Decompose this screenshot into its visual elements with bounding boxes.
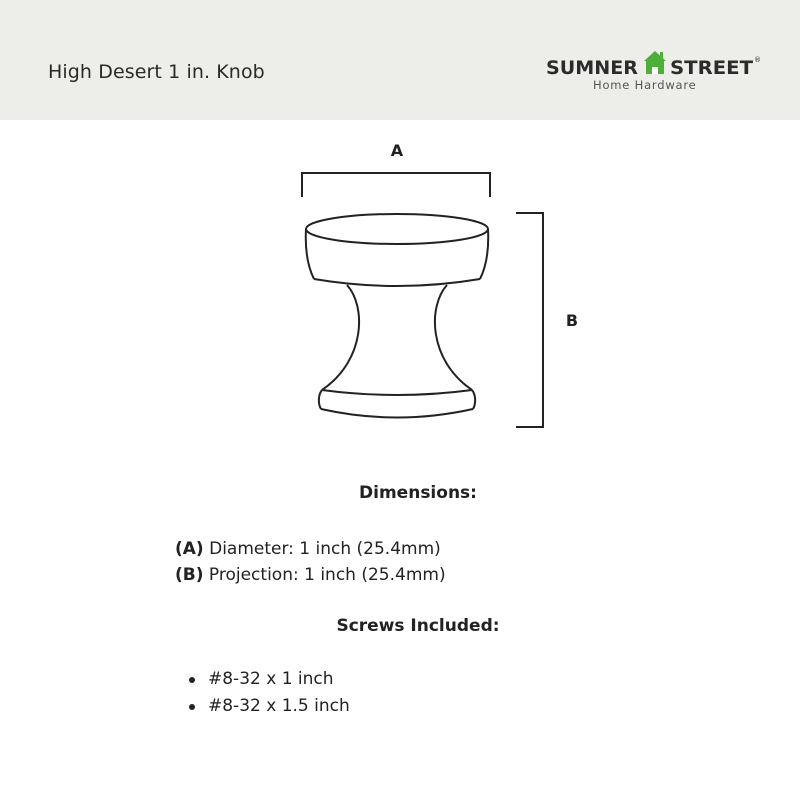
brand-name-left: SUMNER <box>546 57 639 79</box>
registered-mark: ® <box>754 56 761 64</box>
house-icon <box>644 51 666 74</box>
spec-b-label: (B) <box>175 565 204 585</box>
list-item: #8-32 x 1.5 inch <box>186 693 350 720</box>
header-bar <box>0 0 800 120</box>
brand-logo <box>546 48 766 94</box>
spec-diameter <box>175 536 446 562</box>
dimensions-heading: Dimensions: <box>359 483 477 503</box>
dimension-a-label: A <box>390 141 404 160</box>
product-title: High Desert 1 in. Knob <box>48 61 265 83</box>
brand-tagline: Home Hardware <box>593 78 697 92</box>
dimension-specs <box>175 536 446 588</box>
dimension-b-bracket <box>516 213 543 427</box>
knob-dimension-drawing <box>0 120 800 450</box>
spec-a-text: Diameter: 1 inch (25.4mm) <box>203 539 441 559</box>
brand-name-right: STREET <box>670 57 754 79</box>
list-item: #8-32 x 1 inch <box>186 666 350 693</box>
screws-list <box>186 666 350 720</box>
spec-b-text: Projection: 1 inch (25.4mm) <box>203 565 446 585</box>
knob-outline <box>306 214 488 418</box>
dimension-b-label: B <box>565 311 579 330</box>
screws-heading: Screws Included: <box>336 616 500 636</box>
dimension-a-bracket <box>302 173 490 197</box>
spec-projection <box>175 562 446 588</box>
spec-a-label: (A) <box>175 539 204 559</box>
